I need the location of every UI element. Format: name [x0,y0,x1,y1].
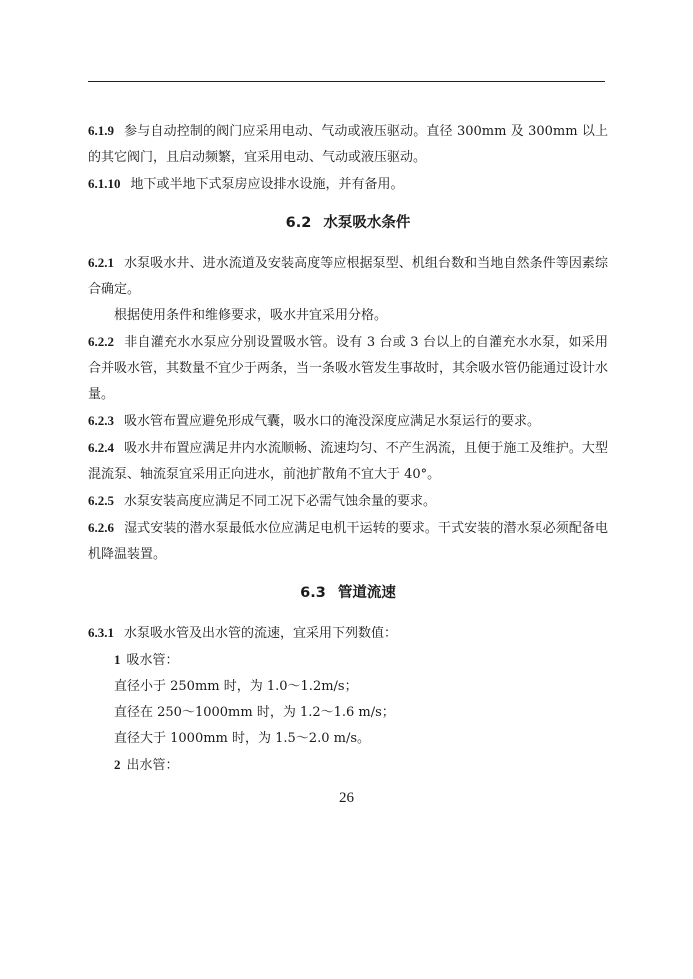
clause-number: 6.2.3 [88,413,114,428]
clause-6-2-4 [88,435,608,488]
section-number: 6.2 [285,215,312,231]
section-title-6-2 [88,210,608,236]
clause-text: 非自灌充水水泵应分别设置吸水管。设有 3 台或 3 台以上的自灌充水水泵，如采用合并吸水管，其数量不宜少于两条，当一条吸水管发生事故时，其余吸水管仍能通过设计水量。 [88,335,609,402]
item-text: 直径大于 1000mm 时，为 1.5～2.0 m/s。 [114,731,370,746]
clause-text: 吸水井布置应满足井内水流顺畅、流速均匀、不产生涡流，且便于施工及维护。大型混流泵、轴流泵宜采用正向进水，前池扩散角不宜大于 40°。 [88,441,608,482]
header-rule [88,81,605,82]
clause-6-1-9 [88,118,608,171]
clause-number: 6.2.6 [88,520,114,535]
item-text: 吸水管： [126,653,179,668]
section-title-6-3 [88,580,608,606]
clause-6-3-1 [88,620,608,647]
item-text: 直径在 250～1000mm 时，为 1.2～1.6 m/s； [114,705,395,720]
item-text: 直径小于 250mm 时，为 1.0～1.2m/s； [114,679,358,694]
clause-text: 参与自动控制的阀门应采用电动、气动或液压驱动。直径 300mm 及 300mm 以上的其它阀门，且启动频繁，宜采用电动、气动或液压驱动。 [88,124,608,165]
item-number: 1 [114,652,121,667]
section-number: 6.3 [300,585,326,601]
clause-text: 地下或半地下式泵房应设排水设施，并有备用。 [130,177,404,192]
clause-number: 6.2.2 [88,334,114,349]
clause-6-1-10 [88,171,608,198]
clause-number: 6.1.10 [88,176,121,191]
clause-6-2-6 [88,515,608,568]
clause-number: 6.3.1 [88,625,114,640]
list-item-discharge-pipe [88,752,608,779]
list-item-suction-small [88,674,608,700]
clause-text: 水泵安装高度应满足不同工况下必需气蚀余量的要求。 [124,494,437,509]
section-heading: 水泵吸水条件 [323,215,411,231]
clause-text: 水泵吸水井、进水流道及安装高度等应根据泵型、机组台数和当地自然条件等因素综合确定。 [88,256,608,297]
list-item-suction-pipe [88,647,608,674]
clause-number: 6.1.9 [88,123,114,138]
clause-6-2-5 [88,488,608,515]
clause-text: 吸水管布置应避免形成气囊，吸水口的淹没深度应满足水泵运行的要求。 [124,414,541,429]
document-body [88,118,608,779]
clause-6-2-1 [88,250,608,303]
clause-number: 6.2.4 [88,440,114,455]
list-item-suction-large [88,726,608,752]
clause-6-2-2 [88,329,608,408]
clause-text: 水泵吸水管及出水管的流速，宜采用下列数值： [124,626,398,641]
clause-number: 6.2.5 [88,493,114,508]
clause-text: 根据使用条件和维修要求，吸水井宜采用分格。 [114,308,388,323]
section-heading: 管道流速 [337,585,396,601]
clause-6-2-1-note [88,303,608,329]
page-number: 26 [339,790,354,806]
item-text: 出水管： [126,758,179,773]
clause-text: 湿式安装的潜水泵最低水位应满足电机干运转的要求。干式安装的潜水泵必须配备电机降温装置。 [88,521,608,562]
clause-number: 6.2.1 [88,255,114,270]
clause-6-2-3 [88,408,608,435]
item-number: 2 [114,757,121,772]
list-item-suction-medium [88,700,608,726]
